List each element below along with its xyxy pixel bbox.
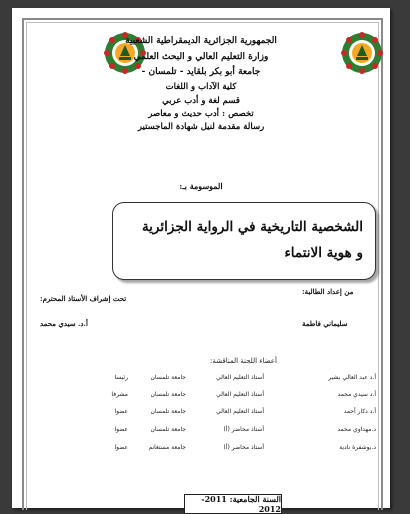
- supervision-label: تحت إشراف الأستاذ المحترم:: [40, 294, 127, 303]
- member-role: مشرفا: [111, 391, 128, 398]
- committee-title: أعضاء اللجنة المناقشة:: [210, 357, 277, 365]
- thesis-title-box: [112, 202, 376, 280]
- member-role: عضوا: [114, 426, 128, 433]
- member-rank: أستاذ محاضر (أ): [223, 444, 264, 451]
- member-name: أ.د عبد العالي بشير: [328, 374, 376, 381]
- member-role: عضوا: [114, 408, 128, 415]
- member-name: أ.د دكار أحمد: [343, 408, 376, 415]
- committee-row: [12, 374, 390, 386]
- member-role: عضوا: [114, 444, 128, 451]
- member-rank: أستاذ التعليم العالي: [216, 391, 264, 398]
- header-university: جامعة أبو بكر بلقايد - تلمسان -: [141, 67, 261, 77]
- committee-row: [12, 391, 390, 403]
- header-faculty: كلية الآداب و اللغات: [165, 82, 237, 92]
- committee-row: [12, 426, 390, 438]
- document-page: [12, 8, 390, 514]
- academic-year: السنة الجامعية: 2011-2012: [201, 494, 281, 514]
- member-university: جامعة تلمسان: [150, 408, 186, 415]
- member-university: جامعة تلمسان: [150, 374, 186, 381]
- header-specialty: تخصص : أدب حديث و معاصر: [148, 109, 254, 119]
- member-name: أ.د سيدي محمد: [337, 391, 376, 398]
- thesis-title-line2: و هوية الانتماء: [284, 245, 363, 261]
- header-thesis-type: رسالة مقدمة لنيل شهادة الماجستير: [137, 122, 265, 132]
- member-university: جامعة تلمسان: [150, 426, 186, 433]
- member-role: رئيسا: [114, 374, 128, 381]
- member-university: جامعة مستغانم: [148, 444, 186, 451]
- prepared-by-label: من إعداد الطالبة:: [302, 287, 354, 296]
- header-republic: الجمهورية الجزائرية الديمقراطية الشعبية: [125, 36, 277, 46]
- header-ministry: وزارة التعليم العالي و البحث العلمي: [133, 52, 269, 62]
- member-rank: أستاذ التعليم العالي: [216, 408, 264, 415]
- academic-year-box: [184, 494, 282, 514]
- committee-row: [12, 444, 390, 456]
- topic-label: الموسومة بـ:: [179, 181, 223, 191]
- member-rank: أستاذ محاضر (أ): [223, 426, 264, 433]
- member-university: جامعة تلمسان: [150, 391, 186, 398]
- committee-row: [12, 408, 390, 420]
- header-department: قسم لغة و أدب عربي: [162, 96, 240, 106]
- member-name: د.مهداوي محمد: [337, 426, 376, 433]
- supervisor-name: أ.د. سيدي محمد: [40, 319, 88, 328]
- student-name: سليماني فاطمة: [302, 319, 348, 328]
- thesis-title-line1: الشخصية التاريخية في الرواية الجزائرية: [141, 219, 363, 235]
- member-name: د.بوشفرة نادية: [339, 444, 376, 451]
- member-rank: أستاذ التعليم العالي: [216, 374, 264, 381]
